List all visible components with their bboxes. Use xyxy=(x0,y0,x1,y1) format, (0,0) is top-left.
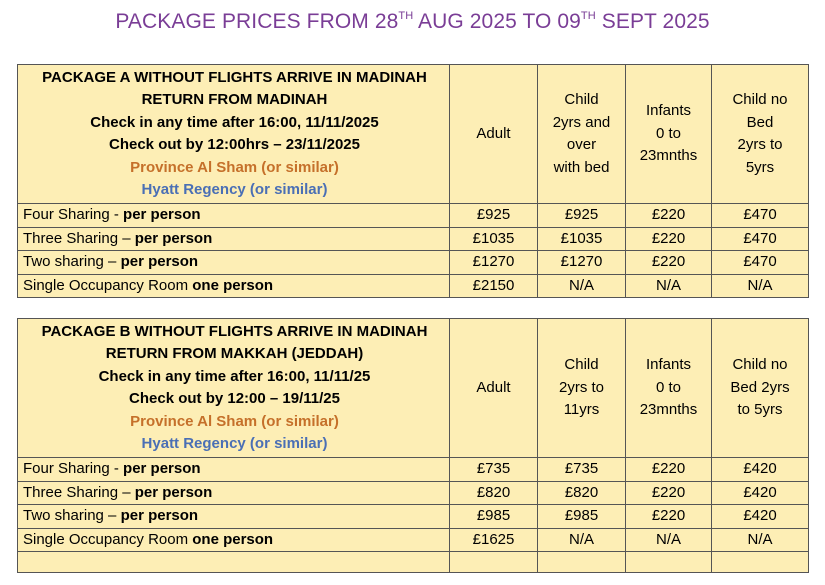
price-child: £925 xyxy=(538,204,626,228)
package-info xyxy=(18,65,450,204)
col-header-child: Child 2yrs and over with bed xyxy=(538,65,626,204)
room-type: Two sharing – per person xyxy=(18,251,450,275)
title-text: SEPT 2025 xyxy=(595,10,710,33)
package-name: PACKAGE A WITHOUT FLIGHTS ARRIVE IN MADINAH xyxy=(42,68,427,86)
room-type: Four Sharing - per person xyxy=(18,204,450,228)
price-child: £820 xyxy=(538,481,626,505)
price-child: N/A xyxy=(538,528,626,552)
title-superscript: TH xyxy=(398,10,414,22)
price-adult: £985 xyxy=(450,505,538,529)
header-row xyxy=(18,65,809,204)
price-child-no-bed: N/A xyxy=(712,528,809,552)
package-a-table xyxy=(17,64,809,298)
price-child-no-bed: £420 xyxy=(712,505,809,529)
package-name: PACKAGE B WITHOUT FLIGHTS ARRIVE IN MADINAH xyxy=(41,322,428,340)
price-adult: £735 xyxy=(450,458,538,482)
package-info xyxy=(18,319,450,458)
table-row xyxy=(18,505,809,529)
table-row xyxy=(18,528,809,552)
price-adult: £820 xyxy=(450,481,538,505)
table-row xyxy=(18,274,809,298)
table-row xyxy=(18,251,809,275)
title-text: PACKAGE PRICES FROM 28 xyxy=(115,10,399,33)
price-infant: N/A xyxy=(626,274,712,298)
col-header-infant: Infants 0 to 23mnths xyxy=(626,319,712,458)
table-row xyxy=(18,481,809,505)
price-child-no-bed: £470 xyxy=(712,227,809,251)
col-header-child-no-bed: Child no Bed 2yrs to 5yrs xyxy=(712,319,809,458)
package-b-table xyxy=(17,318,809,573)
col-header-adult: Adult xyxy=(450,65,538,204)
title-superscript: TH xyxy=(580,10,596,22)
room-type: Three Sharing – per person xyxy=(18,481,450,505)
price-adult: £1625 xyxy=(450,528,538,552)
check-out: Check out by 12:00hrs – 23/11/2025 xyxy=(109,136,360,153)
check-in: Check in any time after 16:00, 11/11/25 xyxy=(98,367,371,385)
header-row xyxy=(18,319,809,458)
room-type: Single Occupancy Room one person xyxy=(18,528,450,552)
price-child-no-bed: N/A xyxy=(712,274,809,298)
table-row xyxy=(18,227,809,251)
price-infant: £220 xyxy=(626,505,712,529)
price-child: £1270 xyxy=(538,251,626,275)
price-child-no-bed: £470 xyxy=(712,251,809,275)
price-infant: £220 xyxy=(626,227,712,251)
title-text: AUG 2025 TO 09 xyxy=(413,10,581,33)
col-header-child: Child 2yrs to 11yrs xyxy=(538,319,626,458)
price-child: £735 xyxy=(538,458,626,482)
package-route: RETURN FROM MADINAH xyxy=(141,91,328,108)
check-in: Check in any time after 16:00, 11/11/2025 xyxy=(90,113,379,131)
table-row xyxy=(18,458,809,482)
price-adult: £925 xyxy=(450,204,538,228)
price-child-no-bed: £420 xyxy=(712,458,809,482)
price-infant: £220 xyxy=(626,251,712,275)
hotel-madinah: Hyatt Regency (or similar) xyxy=(141,435,328,452)
price-adult: £1270 xyxy=(450,251,538,275)
package-route: RETURN FROM MAKKAH (JEDDAH) xyxy=(105,345,364,362)
price-infant: N/A xyxy=(626,528,712,552)
col-header-child-no-bed: Child no Bed 2yrs to 5yrs xyxy=(712,65,809,204)
hotel-makkah: Province Al Sham (or similar) xyxy=(130,412,339,430)
room-type: Four Sharing - per person xyxy=(18,458,450,482)
price-child: N/A xyxy=(538,274,626,298)
page-title xyxy=(0,10,825,34)
room-type: Three Sharing – per person xyxy=(18,227,450,251)
price-infant: £220 xyxy=(626,481,712,505)
price-infant: £220 xyxy=(626,204,712,228)
empty-row xyxy=(18,552,809,573)
hotel-makkah: Province Al Sham (or similar) xyxy=(130,158,339,176)
hotel-madinah: Hyatt Regency (or similar) xyxy=(141,181,328,198)
price-child: £1035 xyxy=(538,227,626,251)
col-header-infant: Infants 0 to 23mnths xyxy=(626,65,712,204)
price-child: £985 xyxy=(538,505,626,529)
price-infant: £220 xyxy=(626,458,712,482)
col-header-adult: Adult xyxy=(450,319,538,458)
table-row xyxy=(18,204,809,228)
room-type: Single Occupancy Room one person xyxy=(18,274,450,298)
check-out: Check out by 12:00 – 19/11/25 xyxy=(129,390,340,407)
price-adult: £2150 xyxy=(450,274,538,298)
price-child-no-bed: £470 xyxy=(712,204,809,228)
price-adult: £1035 xyxy=(450,227,538,251)
room-type: Two sharing – per person xyxy=(18,505,450,529)
price-child-no-bed: £420 xyxy=(712,481,809,505)
